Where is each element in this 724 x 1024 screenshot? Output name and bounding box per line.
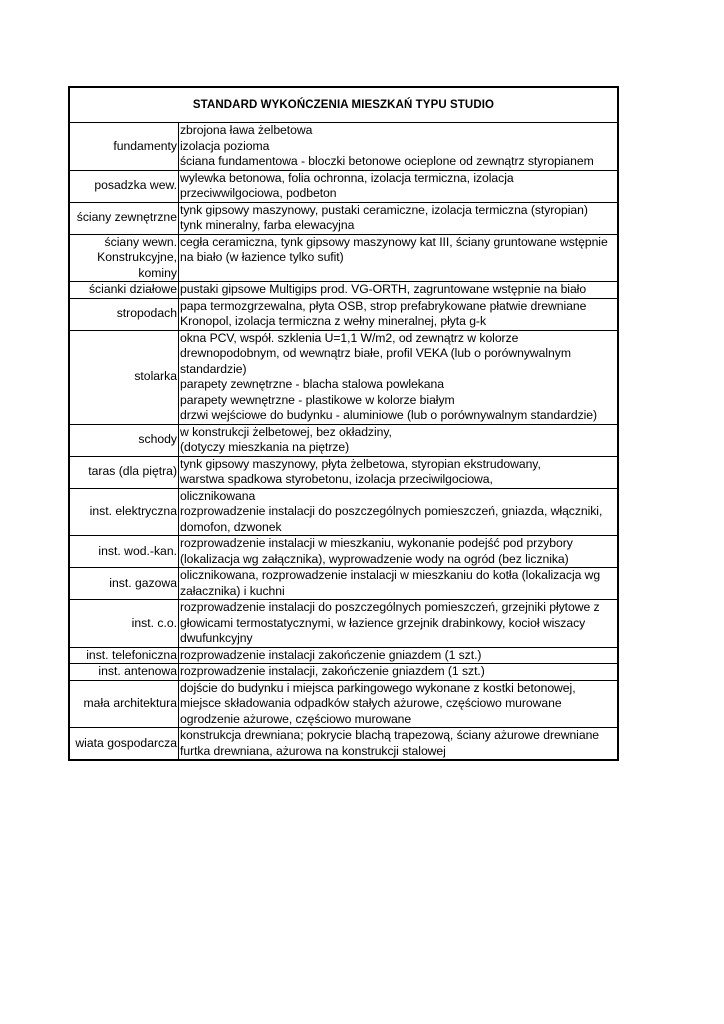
description-line: olicznikowana, rozprowadzenie instalacji w mieszkaniu do kotła (lokalizacja wg [180, 568, 601, 582]
description-line: okna PCV, współ. szklenia U=1,1 W/m2, od zewnątrz w kolorze [180, 330, 519, 345]
row-description-cell [179, 425, 617, 456]
description-line: parapety zewnętrzne - blacha stalowa powlekana [180, 377, 444, 391]
row-description-cell [179, 648, 617, 664]
row-label-cell [70, 600, 179, 647]
row-label: inst. elektryczna [89, 504, 177, 518]
description-line: głowicami termostatycznymi, w łazience grzejnik drabinkowy, kocioł wiszacy [180, 615, 586, 630]
table-row [70, 568, 617, 600]
table-row [70, 728, 617, 759]
row-description-cell [179, 457, 617, 488]
description-line: (dotyczy mieszkania na piętrze) [180, 440, 350, 454]
row-label-cell [70, 282, 179, 298]
row-label-cell [70, 664, 179, 680]
row-label: fundamenty [113, 138, 177, 153]
description-line: konstrukcja drewniana; pokrycie blachą trapezową, ściany ażurowe drewniane [180, 728, 600, 742]
description-line: załacznika) i kuchni [180, 583, 285, 598]
description-line: pustaki gipsowe Multigips prod. VG-ORTH, zagruntowane wstępnie na biało [180, 282, 587, 296]
row-label: stropodach [116, 306, 177, 321]
row-label: ściany wewn. Konstrukcyjne, kominy [97, 234, 177, 280]
description-line: domofon, dzwonek [180, 519, 282, 534]
row-label: schody [138, 432, 177, 447]
row-description-cell [179, 728, 617, 759]
description-line: w konstrukcji żelbetowej, bez okładziny, [180, 424, 392, 439]
description-line: tynk mineralny, farba elewacyjna [180, 218, 355, 232]
table-body [70, 123, 617, 759]
row-label-cell [70, 171, 179, 202]
row-label: inst. antenowa [98, 664, 177, 678]
description-line: dwufunkcyjny [180, 631, 253, 645]
table-row [70, 681, 617, 729]
description-line: dojście do budynku i miejsca parkingowego wykonane z kostki betonowej, [180, 680, 576, 695]
row-label: inst. gazowa [109, 575, 177, 590]
description-line: rozprowadzenie instalacji, zakończenie gniazdem (1 szt.) [180, 664, 485, 678]
description-line: przeciwwilgociowa, podbeton [180, 186, 337, 200]
row-label: ścianki działowe [88, 282, 177, 296]
row-label-cell [70, 203, 179, 234]
table-row [70, 489, 617, 537]
row-label: ściany zewnętrzne [76, 210, 177, 225]
description-line: zbrojona ława żelbetowa [180, 123, 313, 137]
row-label-cell [70, 299, 179, 330]
description-line: warstwa spadkowa styrobetonu, izolacja przeciwilgociowa, [180, 472, 493, 486]
row-description-cell [179, 489, 617, 536]
row-description-cell [179, 568, 617, 599]
row-label: wiata gospodarcza [75, 735, 177, 750]
row-description-cell [179, 536, 617, 567]
row-description-cell [179, 664, 617, 680]
description-line: drewnopodobnym, od wewnątrz białe, profil VEKA (lub o porównywalnym [180, 346, 571, 360]
description-line: furtka drewniana, ażurowa na konstrukcji stalowej [180, 743, 446, 758]
row-label: taras (dla piętra) [88, 464, 177, 479]
row-label-cell [70, 235, 179, 282]
row-description-cell [179, 123, 617, 170]
table-row [70, 457, 617, 489]
row-label-cell [70, 568, 179, 599]
row-label-cell [70, 728, 179, 759]
row-description-cell [179, 299, 617, 330]
row-description-cell [179, 331, 617, 424]
table-row [70, 331, 617, 425]
row-description-cell [179, 600, 617, 647]
description-line: papa termozgrzewalna, płyta OSB, strop prefabrykowane płatwie drewniane [180, 298, 587, 313]
description-line: drzwi wejściowe do budynku - aluminiowe (lub o porównywalnym standardzie) [180, 408, 598, 422]
description-line: Kronopol, izolacja termiczna z wełny mineralnej, płyta g-k [180, 314, 486, 328]
row-label-cell [70, 123, 179, 170]
row-label: posadzka wew. [94, 178, 177, 193]
table-row [70, 235, 617, 283]
row-label: mała architektura [83, 696, 177, 710]
table-row [70, 203, 617, 235]
description-line: ogrodzenie ażurowe, częściowo murowane [180, 711, 412, 726]
row-description-cell [179, 171, 617, 202]
description-line: rozprowadzenie instalacji w mieszkaniu, wykonanie podejść pod przybory [180, 536, 573, 550]
row-label: inst. telefoniczna [86, 647, 177, 662]
description-line: izolacja pozioma [180, 138, 270, 153]
row-label-cell [70, 489, 179, 536]
row-description-cell [179, 203, 617, 234]
description-line: rozprowadzenie instalacji zakończenie gniazdem (1 szt.) [180, 647, 482, 662]
table-row [70, 171, 617, 203]
description-line: (lokalizacja wg załącznika), wyprowadzenie wody na ogród (bez licznika) [180, 551, 569, 566]
table-row [70, 664, 617, 681]
description-line: olicznikowana [180, 488, 256, 503]
row-label-cell [70, 681, 179, 728]
row-label: stolarka [134, 369, 177, 384]
row-description-cell [179, 681, 617, 728]
row-description-cell [179, 235, 617, 282]
row-label-cell [70, 457, 179, 488]
table-row [70, 299, 617, 331]
description-line: parapety wewnętrzne - plastikowe w kolorze białym [180, 392, 455, 407]
description-line: standardzie) [180, 361, 247, 376]
table-row [70, 600, 617, 648]
table-row [70, 536, 617, 568]
row-label: inst. c.o. [131, 615, 177, 630]
row-label-cell [70, 536, 179, 567]
row-label-cell [70, 648, 179, 664]
row-label: inst. wod.-kan. [98, 543, 177, 558]
row-description-cell [179, 282, 617, 298]
description-line: tynk gipsowy maszynowy, płyta żelbetowa, styropian ekstrudowany, [180, 456, 541, 471]
table-title: STANDARD WYKOŃCZENIA MIESZKAŃ TYPU STUDIO [70, 88, 617, 123]
table-row [70, 282, 617, 299]
description-line: wylewka betonowa, folia ochronna, izolacja termiczna, izolacja [180, 170, 514, 185]
row-label-cell [70, 331, 179, 424]
description-line: ściana fundamentowa - bloczki betonowe ocieplone od zewnątrz styropianem [180, 154, 594, 168]
description-line: rozprowadzenie instalacji do poszczególnych pomieszczeń, grzejniki płytowe z [180, 600, 600, 614]
description-line: cegła ceramiczna, tynk gipsowy maszynowy kat III, ściany gruntowane wstępnie [180, 234, 608, 249]
description-line: na biało (w łazience tylko sufit) [180, 250, 344, 264]
description-line: tynk gipsowy maszynowy, pustaki ceramiczne, izolacja termiczna (styropian) [180, 202, 588, 217]
description-line: miejsce składowania odpadków stałych ażurowe, częściowo murowane [180, 696, 562, 710]
table-row [70, 648, 617, 665]
row-label-cell [70, 425, 179, 456]
description-line: rozprowadzenie instalacji do poszczególnych pomieszczeń, gniazda, włączniki, [180, 504, 603, 518]
table-row [70, 123, 617, 171]
table-row [70, 425, 617, 457]
spec-table [68, 86, 619, 761]
